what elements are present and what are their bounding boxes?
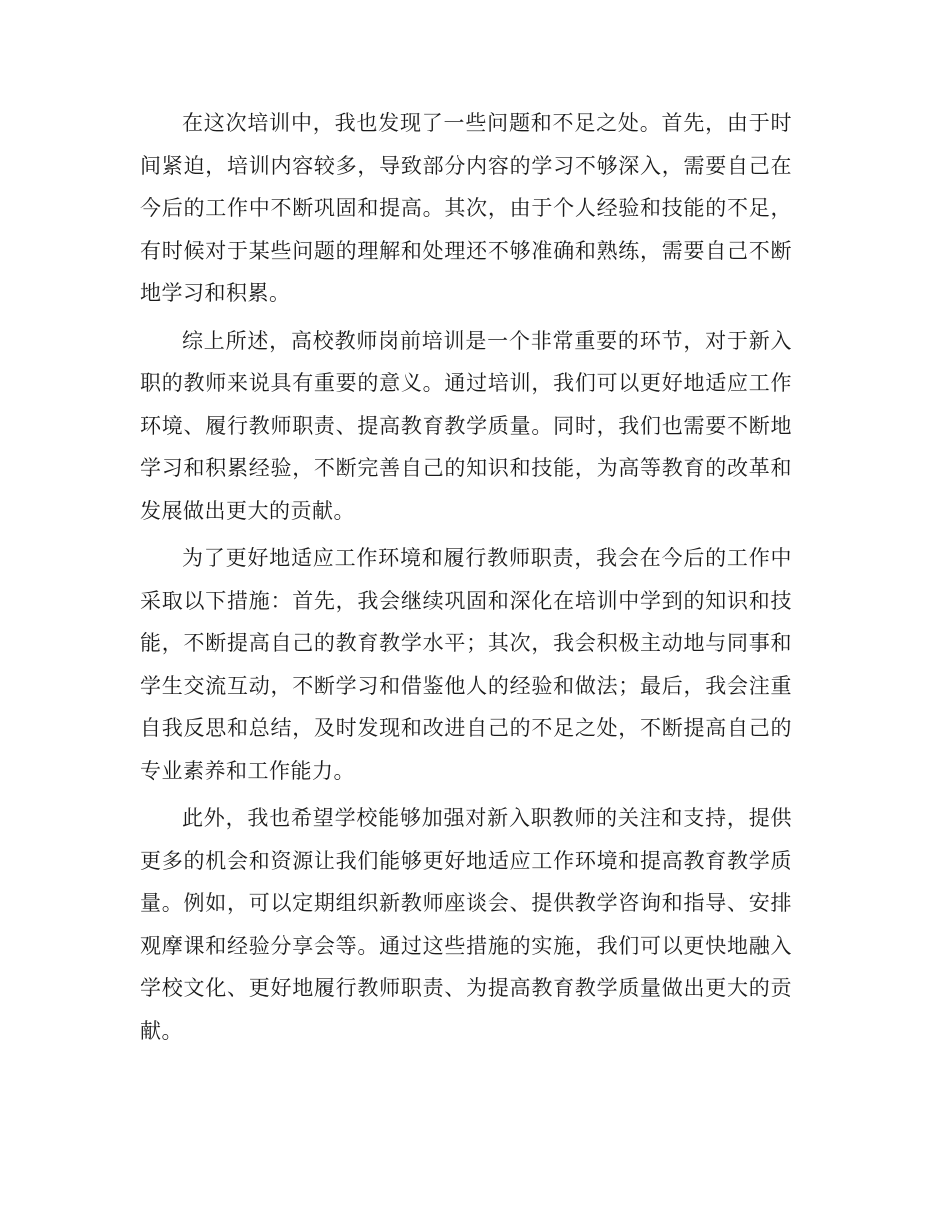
- document-body: [140, 102, 792, 1057]
- paragraph-1: 在这次培训中，我也发现了一些问题和不足之处。首先，由于时间紧迫，培训内容较多，导致部分内容的学习不够深入，需要自己在今后的工作中不断巩固和提高。其次，由于个人经验和技能的不足，有时候对于某些问题的理解和处理还不够准确和熟练，需要自己不断地学习和积累。: [140, 111, 792, 305]
- paragraph-3: 为了更好地适应工作环境和履行教师职责，我会在今后的工作中采取以下措施：首先，我会继续巩固和深化在培训中学到的知识和技能，不断提高自己的教育教学水平；其次，我会积极主动地与同事和学生交流互动，不断学习和借鉴他人的经验和做法；最后，我会注重自我反思和总结，及时发现和改进自己的不足之处，不断提高自己的专业素养和工作能力。: [140, 546, 792, 783]
- paragraph-4: 此外，我也希望学校能够加强对新入职教师的关注和支持，提供更多的机会和资源让我们能够更好地适应工作环境和提高教育教学质量。例如，可以定期组织新教师座谈会、提供教学咨询和指导、安排观摩课和经验分享会等。通过这些措施的实施，我们可以更快地融入学校文化、更好地履行教师职责、为提高教育教学质量做出更大的贡献。: [140, 806, 792, 1043]
- paragraph-2: 综上所述，高校教师岗前培训是一个非常重要的环节，对于新入职的教师来说具有重要的意义。通过培训，我们可以更好地适应工作环境、履行教师职责、提高教育教学质量。同时，我们也需要不断地学习和积累经验，不断完善自己的知识和技能，为高等教育的改革和发展做出更大的贡献。: [140, 328, 792, 523]
